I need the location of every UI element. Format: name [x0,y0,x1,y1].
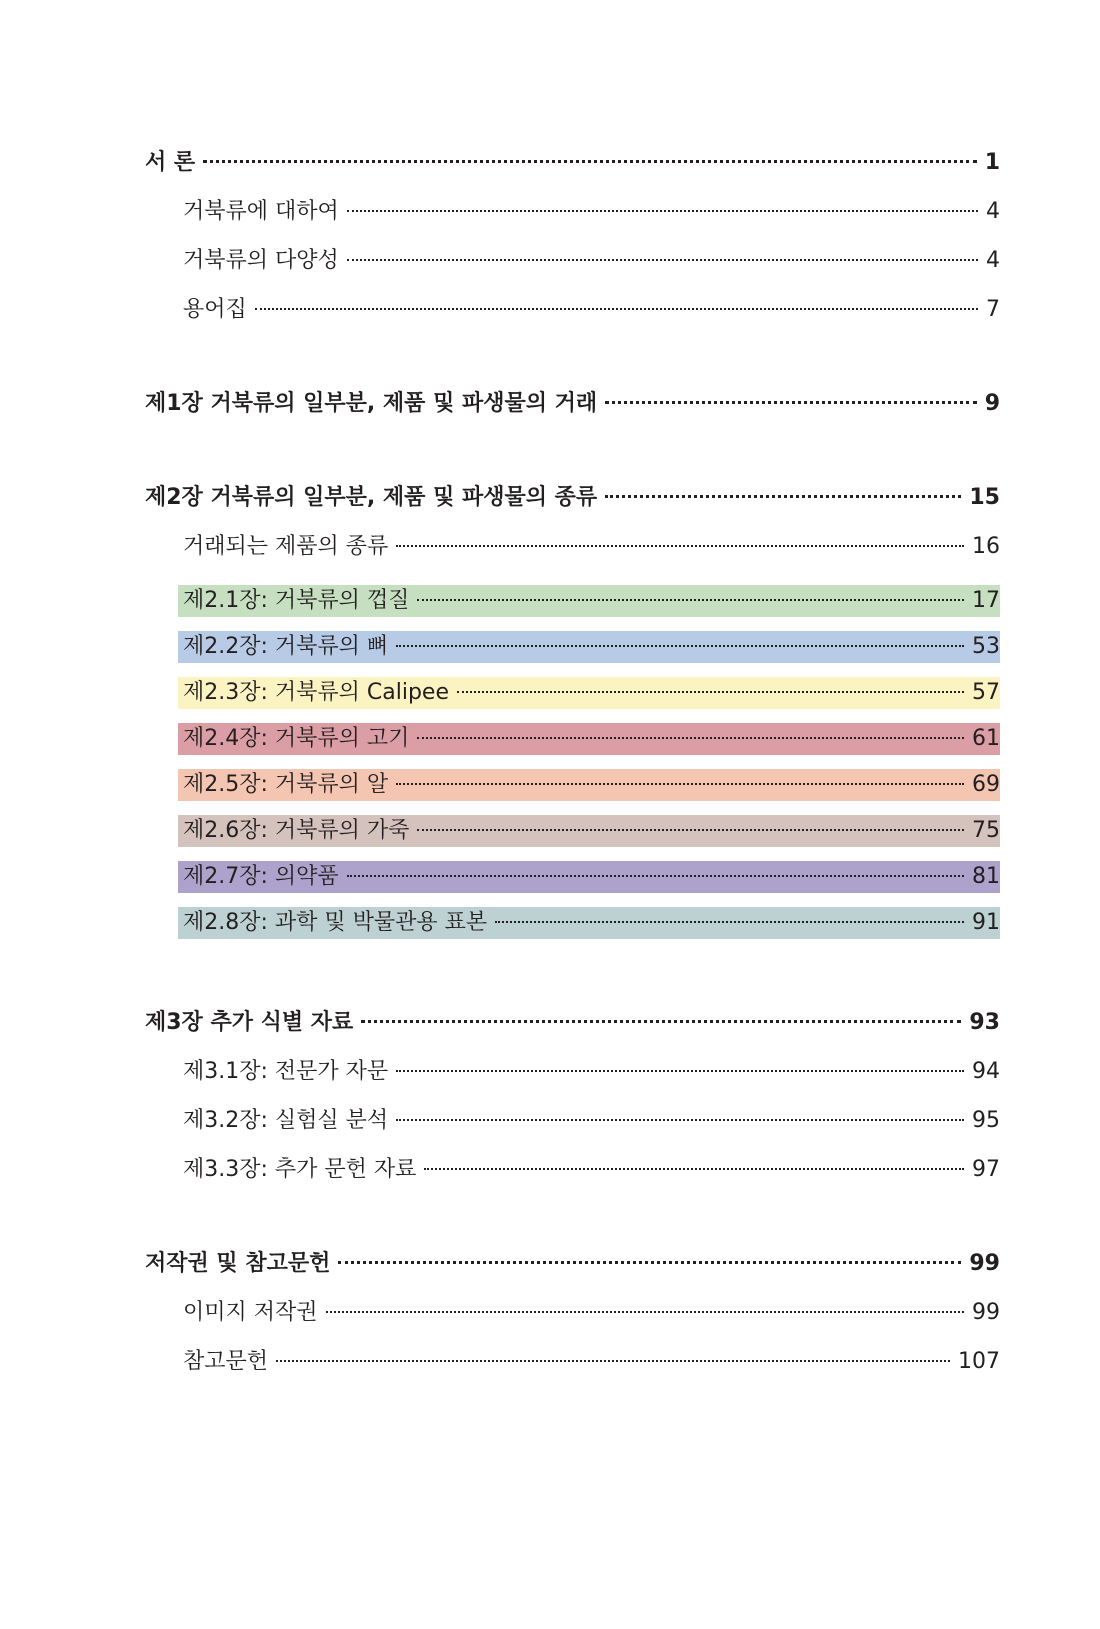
toc-entry-page: 91 [972,910,1000,935]
toc-subentry[interactable] [145,1096,1000,1145]
toc-entry-page: 69 [972,772,1000,797]
table-of-contents [145,138,1000,1386]
toc-entry-page: 93 [969,1010,1000,1035]
toc-entry-page: 81 [972,864,1000,889]
toc-entry-page: 17 [972,588,1000,613]
section-spacer [145,428,1000,473]
dot-leader [347,210,978,212]
toc-entry-page: 107 [958,1349,1000,1374]
dot-leader [347,259,978,261]
toc-entry-title: 제1장 거북류의 일부분, 제품 및 파생물의 거래 [145,391,598,416]
toc-subentry-highlighted[interactable] [178,585,1000,617]
toc-subentry-highlighted[interactable] [178,723,1000,755]
toc-entry-title: 거북류의 다양성 [183,248,339,273]
section-spacer [145,953,1000,998]
dot-leader [396,1119,964,1121]
dot-leader [276,1360,950,1362]
toc-entry-page: 9 [984,391,1000,416]
toc-subentry[interactable] [145,285,1000,334]
toc-entry-title: 제2.7장: 의약품 [183,864,339,889]
toc-subentry-highlighted[interactable] [178,631,1000,663]
toc-entry-title: 이미지 저작권 [183,1300,318,1325]
dot-leader [396,645,964,647]
toc-entry-page: 57 [972,680,1000,705]
toc-entry-references[interactable] [145,1239,1000,1288]
toc-entry-page: 4 [986,248,1000,273]
toc-entry-title: 제3.1장: 전문가 자문 [183,1059,389,1084]
toc-subentry-highlighted[interactable] [178,677,1000,709]
chapter-2-section-list [145,585,1000,939]
toc-entry-page: 53 [972,634,1000,659]
dot-leader [326,1311,964,1313]
toc-entry-page: 7 [986,297,1000,322]
toc-entry-intro[interactable] [145,138,1000,187]
toc-entry-title: 참고문헌 [183,1349,269,1374]
toc-entry-chapter-2[interactable] [145,473,1000,522]
toc-subentry-highlighted[interactable] [178,907,1000,939]
toc-subentry[interactable] [145,522,1000,571]
dot-leader [417,599,964,601]
toc-subentry[interactable] [145,1145,1000,1194]
section-spacer [145,334,1000,379]
toc-subentry[interactable] [145,1047,1000,1096]
toc-subentry-highlighted[interactable] [178,815,1000,847]
toc-entry-chapter-3[interactable] [145,998,1000,1047]
toc-entry-title: 제2.4장: 거북류의 고기 [183,726,410,751]
toc-subentry[interactable] [145,187,1000,236]
toc-entry-title: 용어집 [183,297,247,322]
dot-leader [361,1020,961,1023]
toc-entry-title: 제3.3장: 추가 문헌 자료 [183,1157,417,1182]
toc-entry-page: 97 [972,1157,1000,1182]
toc-entry-page: 94 [972,1059,1000,1084]
dot-leader [396,783,964,785]
toc-entry-page: 16 [972,534,1000,559]
dot-leader [203,160,977,163]
toc-entry-title: 제3장 추가 식별 자료 [145,1010,354,1035]
toc-entry-page: 99 [972,1300,1000,1325]
toc-entry-page: 61 [972,726,1000,751]
toc-entry-title: 제2.5장: 거북류의 알 [183,772,389,797]
dot-leader [396,545,964,547]
dot-leader [338,1261,961,1264]
toc-subentry-highlighted[interactable] [178,861,1000,893]
toc-subentry[interactable] [145,1288,1000,1337]
dot-leader [417,737,964,739]
toc-entry-title: 제2장 거북류의 일부분, 제품 및 파생물의 종류 [145,485,598,510]
toc-entry-title: 제2.6장: 거북류의 가죽 [183,818,410,843]
dot-leader [255,308,978,310]
toc-entry-page: 95 [972,1108,1000,1133]
dot-leader [605,495,961,498]
toc-subentry-highlighted[interactable] [178,769,1000,801]
toc-entry-page: 99 [969,1251,1000,1276]
toc-entry-page: 75 [972,818,1000,843]
toc-entry-title: 서 론 [145,150,196,175]
dot-leader [396,1070,964,1072]
dot-leader [457,691,964,693]
toc-entry-chapter-1[interactable] [145,379,1000,428]
dot-leader [417,829,964,831]
toc-entry-title: 제3.2장: 실험실 분석 [183,1108,389,1133]
toc-entry-page: 4 [986,199,1000,224]
dot-leader [347,875,964,877]
toc-entry-title: 제2.3장: 거북류의 Calipee [183,680,450,705]
toc-entry-title: 거래되는 제품의 종류 [183,534,389,559]
section-spacer [145,1194,1000,1239]
toc-entry-page: 1 [984,150,1000,175]
toc-entry-title: 제2.1장: 거북류의 껍질 [183,588,410,613]
toc-subentry[interactable] [145,1337,1000,1386]
toc-entry-title: 제2.2장: 거북류의 뼈 [183,634,389,659]
dot-leader [424,1168,964,1170]
toc-subentry[interactable] [145,236,1000,285]
toc-entry-title: 제2.8장: 과학 및 박물관용 표본 [183,910,488,935]
toc-entry-title: 저작권 및 참고문헌 [145,1251,331,1276]
dot-leader [605,401,977,404]
toc-entry-page: 15 [969,485,1000,510]
dot-leader [495,921,964,923]
toc-entry-title: 거북류에 대하여 [183,199,339,224]
